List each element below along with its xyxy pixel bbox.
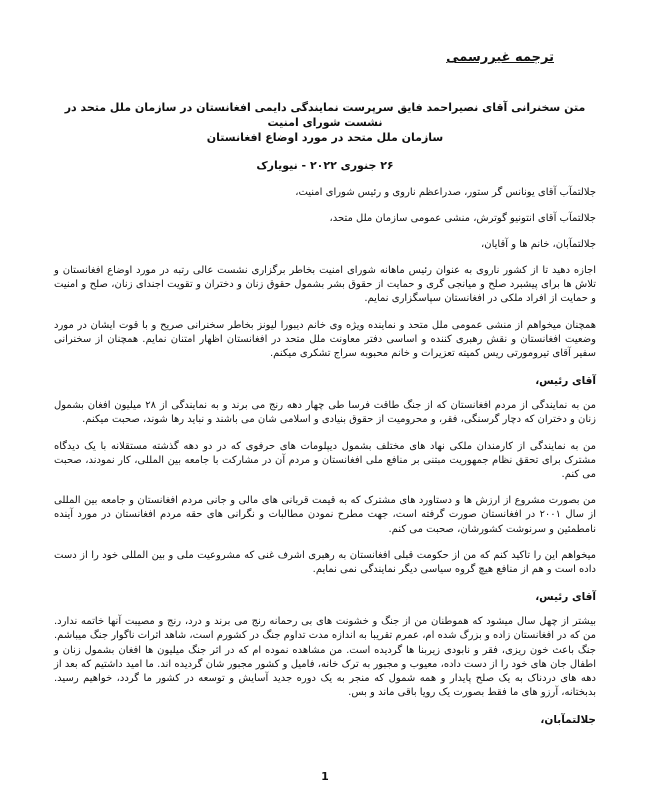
paragraph: همچنان میخواهم از منشی عمومی ملل متحد و نماینده ویژه وی خانم دیبورا لیونز بخاطر سخنرانی صریح و با قوت ایشان در مورد وضعیت افغانستان و نقش رهبری کننده و اساسی دفتر معاونت ملل متحد در افغانستان اظهار امتنان نمایم. همچنان از سخنرانی سفیر آقای تیرومورتی ریس کمیته تعزیرات و خانم محبوبه سراج تشکری میکنم. xyxy=(54,319,596,360)
salutation-audience: جلالتمآبان، خانم ها و آقایان، xyxy=(481,239,596,250)
section-heading: آقای رئیس، xyxy=(535,375,596,388)
title-line-2: سازمان ملل متحد در مورد اوضاع افغانستان xyxy=(206,131,444,144)
paragraph: من به نمایندگی از مردم افغانستان که از جنگ طاقت فرسا طی چهار دهه رنج می برند و به نمایندگی از ۲۸ میلیون افغان بشمول زنان و دختران که دچار گرسنگی، فقر، و محرومیت از حقوق بنیادی و اسلامی شان می باشند و نباید رها شوند، صحبت میکنم. xyxy=(54,400,596,426)
speech-title xyxy=(54,100,596,145)
section-heading: آقای رئیس، xyxy=(535,591,596,604)
closing-salutation: جلالتمآبان، xyxy=(540,714,596,727)
page-number: 1 xyxy=(321,770,329,783)
speech-date: ۲۶ جنوری ۲۰۲۲ - نیویارک xyxy=(256,159,394,172)
paragraph: من بصورت مشروع از ارزش ها و دستاورد های مشترک که به قیمت قربانی های مالی و جانی مردم افغانستان و جامعه بین المللی از سال ۲۰۰۱ در افغانستان صورت گرفته است، جهت مطرح نمودن مطالبات و نگرانی های حقه مردم افغانستان در مورد آینده نامطمئین و سرنوشت کشورشان، صحبت می کنم. xyxy=(54,495,596,535)
title-line-1: متن سخنرانی آقای نصیراحمد فایق سرپرست نمایندگی دایمی افغانستان در سازمان ملل متحد در نشست شورای امنیت xyxy=(64,101,586,129)
paragraph: اجازه دهید تا از کشور ناروی به عنوان رئیس ماهانه شورای امنیت بخاطر برگزاری نشست عالی رتبه در مورد اوضاع افغانستان و تلاش ها برای پیشبرد صلح و میانجی گری و حمایت از حقوق بشر بشمول حقوق زنان و دختران و تقویت اجندای زنان، صلح و امنیت و حمایت از افراد ملکی در افغانستان سپاسگزاری نمایم. xyxy=(54,265,596,305)
paragraph: من به نمایندگی از کارمندان ملکی نهاد های مختلف بشمول دیپلومات های حرفوی که در دو دهه گذشته مستقلانه با یک دیدگاه مشترک برای تحقق نظام جمهوریت مبتنی بر منافع ملی افغانستان و مردم آن در مشارکت با جامعه بین المللی، کار نمودند، صحبت می کنم. xyxy=(54,440,596,481)
salutation-secretary-general: جلالتمآب آقای انتونیو گوترش، منشی عمومی سازمان ملل متحد، xyxy=(329,213,596,224)
salutation-president: جلالتمآب آقای یونانس گر ستور، صدراعظم ناروی و رئیس شورای امنیت، xyxy=(295,187,596,198)
unofficial-translation-label: ترجمه غیررسمی xyxy=(446,50,554,65)
paragraph: بیشتر از چهل سال میشود که هموطنان من از جنگ و خشونت های بی رحمانه رنج می برند و درد، رنج و مصیبت آنها خاتمه ندارد. من که در افغانستان زاده و بزرگ شده ام، عمرم تقریبا به اندازه مدت تداوم جنگ در کشورم است، شاهد اثرات ناگوار جنگ میباشم. جنگ باعث خون ریزی، فقر و نابودی زیربنا ها گردیده است. من مشاهده نموده ام که در اثر جنگ میلیون ها افغان بشمول زنان و اطفال جان های خود را از دست داده، معیوب و مجبور به ترک خانه، فامیل و کشور مجبور شان گردیده اند. ما امید داشتیم که بعد از دهه های دردناک به یک صلح پایدار و همه شمول که منجر به یک دوره جدید آسایش و توسعه در کشور ما گردد، خواهیم رسید. بدبختانه، آرزو های ما فقط بصورت یک رویا باقی ماند و بس. xyxy=(54,616,596,699)
paragraph: میخواهم این را تاکید کنم که من از حکومت قبلی افغانستان به رهبری اشرف غنی که مشروعیت ملی و بین المللی خود را از دست داده است و هم از منافع هیچ گروه سیاسی دیگر نمایندگی نمی نمایم. xyxy=(54,549,596,576)
